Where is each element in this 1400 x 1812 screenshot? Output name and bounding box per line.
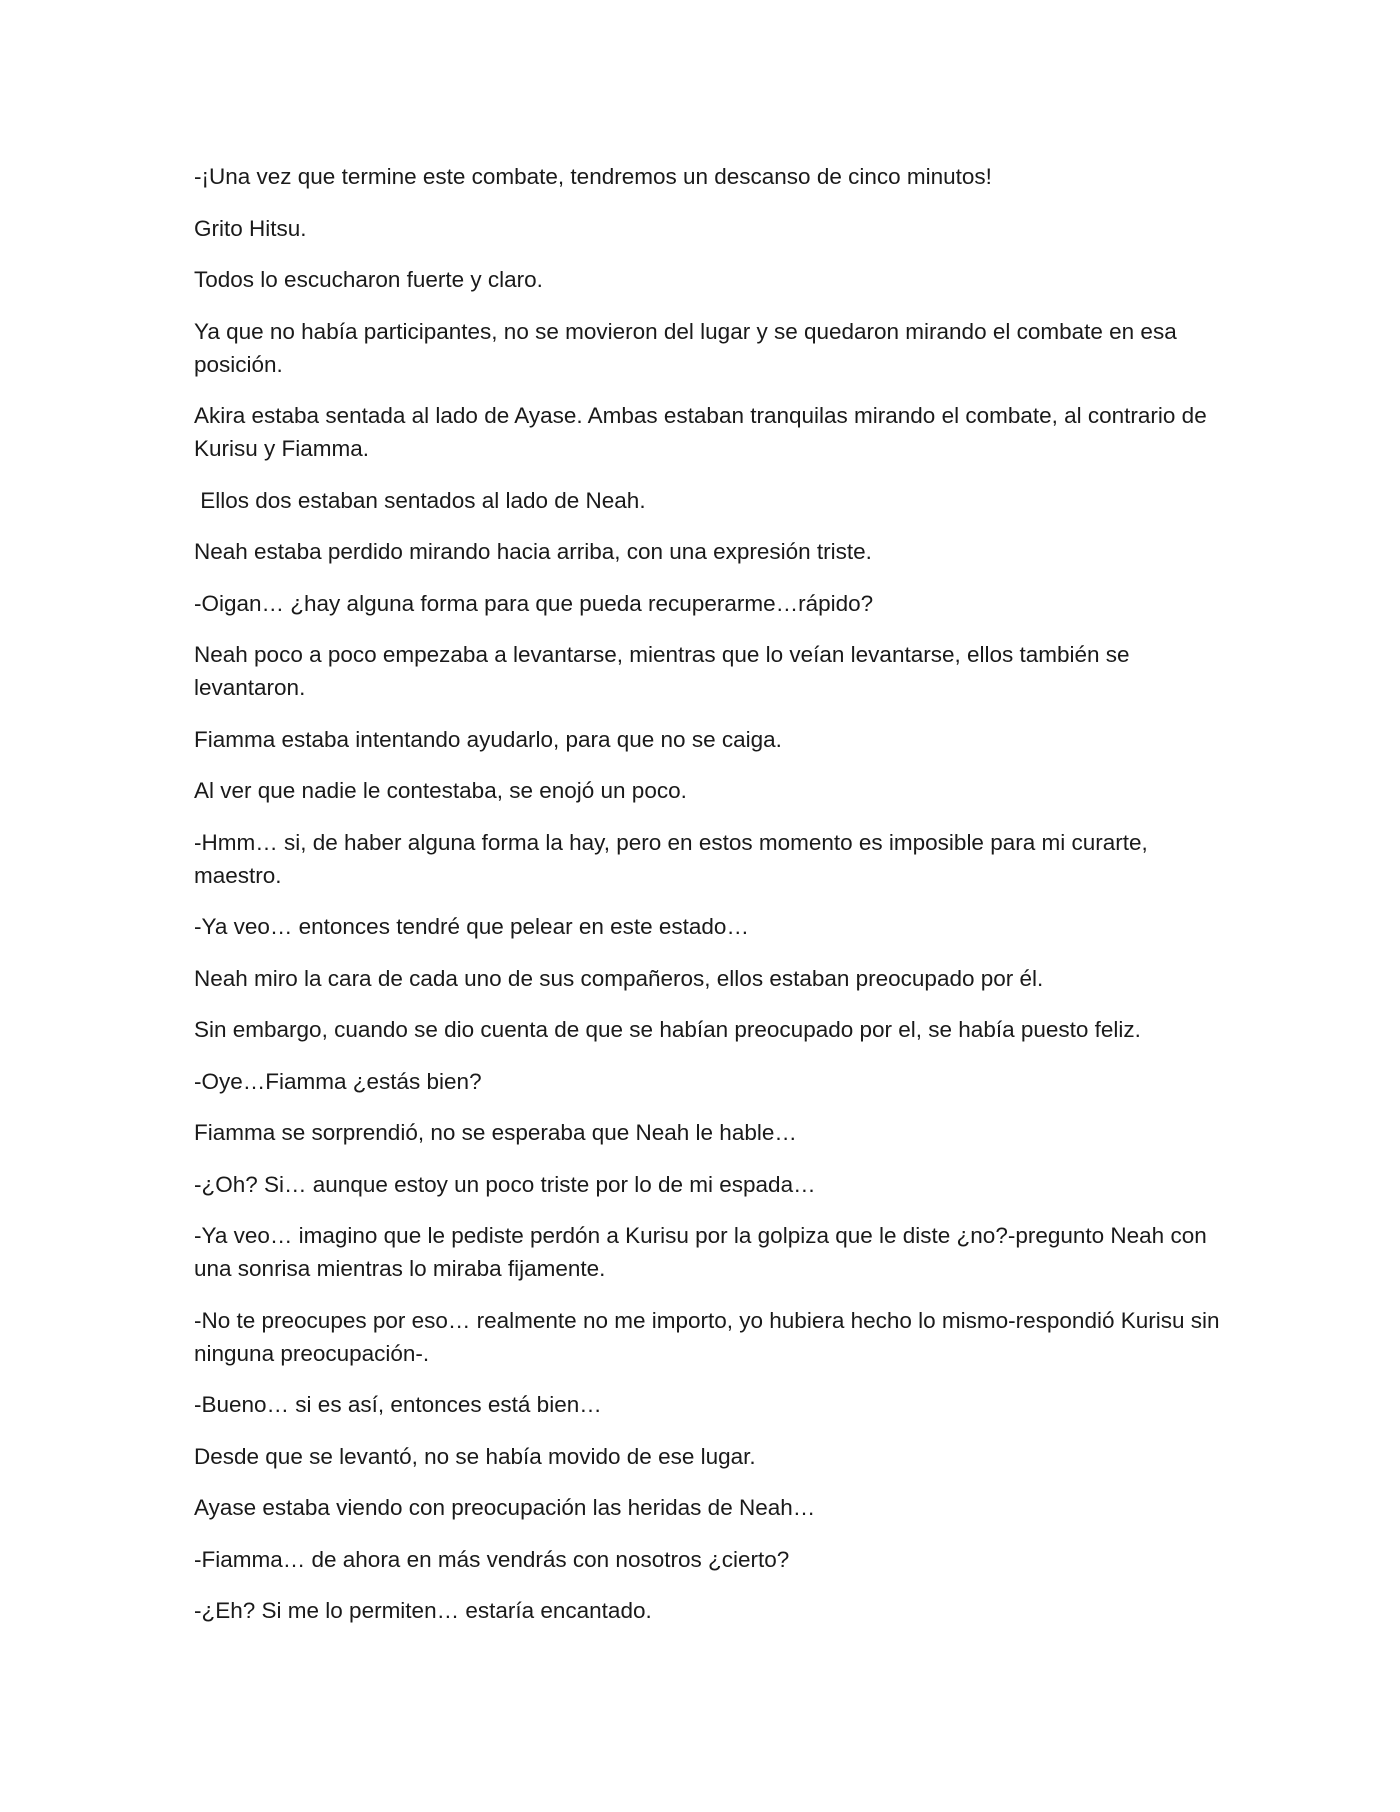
paragraph: Neah poco a poco empezaba a levantarse, mientras que lo veían levantarse, ellos también se levantaron. xyxy=(194,642,1130,700)
paragraph: -Fiamma… de ahora en más vendrás con nosotros ¿cierto? xyxy=(194,1546,790,1572)
paragraph: Sin embargo, cuando se dio cuenta de que se habían preocupado por el, se había puesto feliz. xyxy=(194,1017,1141,1042)
paragraph: -No te preocupes por eso… realmente no me importo, yo hubiera hecho lo mismo-respondió Kurisu sin ninguna preocupación-. xyxy=(194,1307,1220,1366)
paragraph: -¿Eh? Si me lo permiten… estaría encantado. xyxy=(194,1598,652,1623)
paragraph: Akira estaba sentada al lado de Ayase. Ambas estaban tranquilas mirando el combate, al contrario de Kurisu y Fiamma. xyxy=(194,403,1207,461)
paragraph: Fiamma se sorprendió, no se esperaba que Neah le hable… xyxy=(194,1120,797,1145)
paragraph: Fiamma estaba intentando ayudarlo, para que no se caiga. xyxy=(194,726,782,752)
paragraph: Todos lo escucharon fuerte y claro. xyxy=(194,267,543,292)
document-body xyxy=(194,160,1224,1646)
paragraph: Neah estaba perdido mirando hacia arriba, con una expresión triste. xyxy=(194,539,872,564)
paragraph: Ya que no había participantes, no se movieron del lugar y se quedaron mirando el combate en esa posición. xyxy=(194,318,1177,377)
paragraph: -Oye…Fiamma ¿estás bien? xyxy=(194,1068,482,1094)
paragraph: Grito Hitsu. xyxy=(194,215,307,241)
paragraph: Desde que se levantó, no se había movido de ese lugar. xyxy=(194,1443,756,1469)
paragraph: -¿Oh? Si… aunque estoy un poco triste por lo de mi espada… xyxy=(194,1171,816,1197)
paragraph: -Hmm… si, de haber alguna forma la hay, pero en estos momento es imposible para mi curarte, maestro. xyxy=(194,829,1148,888)
paragraph: -Ya veo… entonces tendré que pelear en este estado… xyxy=(194,914,749,939)
paragraph: -Ya veo… imagino que le pediste perdón a Kurisu por la golpiza que le diste ¿no?-pregunto Neah con una sonrisa mientras lo miraba fijamente. xyxy=(194,1223,1207,1281)
paragraph: Neah miro la cara de cada uno de sus compañeros, ellos estaban preocupado por él. xyxy=(194,965,1044,991)
paragraph: -¡Una vez que termine este combate, tendremos un descanso de cinco minutos! xyxy=(194,164,992,189)
paragraph: -Bueno… si es así, entonces está bien… xyxy=(194,1392,602,1417)
paragraph: Ellos dos estaban sentados al lado de Neah. xyxy=(194,487,646,513)
paragraph: Al ver que nadie le contestaba, se enojó un poco. xyxy=(194,778,687,803)
paragraph: -Oigan… ¿hay alguna forma para que pueda recuperarme…rápido? xyxy=(194,590,874,616)
paragraph: Ayase estaba viendo con preocupación las heridas de Neah… xyxy=(194,1495,816,1520)
